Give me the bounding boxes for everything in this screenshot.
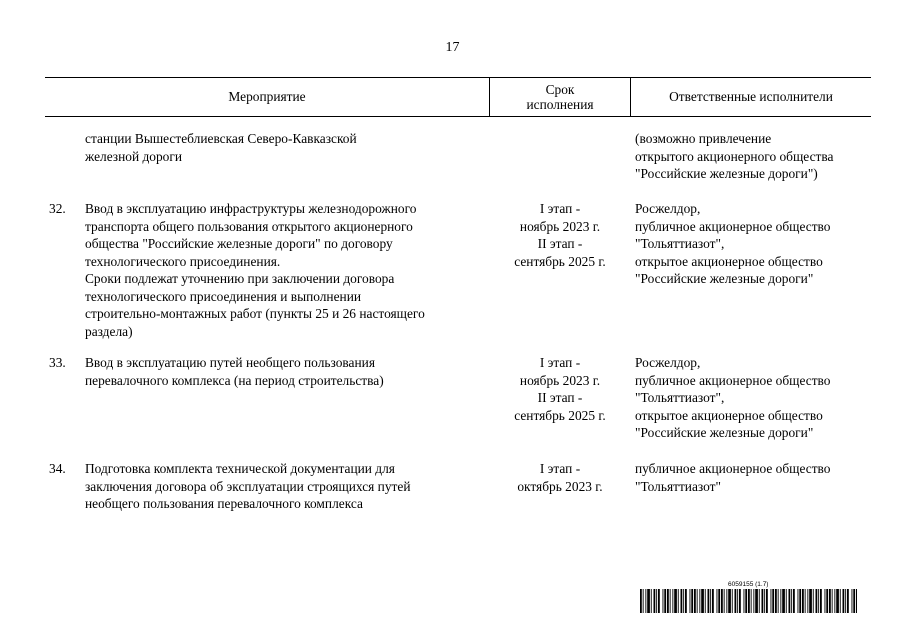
barcode-bar (836, 589, 839, 613)
barcode-bar (791, 589, 792, 613)
text-line: Подготовка комплекта технической документации для (85, 461, 395, 476)
barcode-bar (793, 589, 795, 613)
barcode-bar (721, 589, 723, 613)
barcode-bar (691, 589, 693, 613)
text-line: открытого акционерного общества (635, 148, 834, 164)
text-line: I этап - (539, 355, 581, 370)
text-line: I этап - (539, 201, 581, 216)
row-event (85, 460, 485, 513)
text-line: II этап - (537, 236, 583, 251)
text-line: транспорта общего пользования открытого акционерного (85, 218, 413, 234)
barcode-bar (759, 589, 760, 613)
barcode-bar (829, 589, 831, 613)
barcode-bar (705, 589, 706, 613)
barcode-bar (645, 589, 646, 613)
barcode-bar (802, 589, 804, 613)
text-line: "Тольяттиазот" (635, 478, 721, 494)
row-number: 32. (49, 201, 66, 216)
barcode-bar (786, 589, 787, 613)
text-line: "Тольяттиазот", (635, 390, 725, 405)
barcode-bar (832, 589, 833, 613)
barcode-bar (845, 589, 846, 613)
barcode-bar (772, 589, 774, 613)
barcode-bar (818, 589, 819, 613)
row-event (85, 200, 485, 340)
row-term (490, 200, 630, 270)
text-line: Ввод в эксплуатацию путей необщего пользования (85, 355, 375, 370)
barcode-bar (654, 589, 656, 613)
text-line: необщего пользования перевалочного комплекса (85, 496, 363, 511)
barcode-bar (826, 589, 828, 613)
page-number: 17 (445, 40, 460, 55)
barcode-bar (699, 589, 700, 613)
barcode-bar (755, 589, 758, 613)
text-line: "Российские железные дороги" (635, 271, 814, 286)
barcode-bar (735, 589, 737, 613)
row-event (85, 354, 485, 389)
barcode-bar (739, 589, 741, 613)
barcode-bar (789, 589, 791, 613)
text-line: публичное акционерное общество (635, 461, 831, 476)
barcode-bar (726, 589, 727, 613)
text-line: раздела) (85, 323, 133, 339)
header-term (490, 77, 630, 116)
barcode-bar (825, 589, 826, 613)
text-line: ноябрь 2023 г. (519, 372, 601, 388)
barcode-bar (778, 589, 779, 613)
text-line: Сроки подлежат уточнению при заключении договора (85, 271, 395, 286)
barcode-bar (732, 589, 733, 613)
barcode-bar (799, 589, 801, 613)
barcode-bar (681, 589, 683, 613)
barcode-bar (780, 589, 781, 613)
barcode-bar (762, 589, 764, 613)
row-responsible (635, 460, 870, 495)
text-line: ноябрь 2023 г. (519, 218, 601, 234)
barcode-bar (805, 589, 806, 613)
row-number: 33. (49, 355, 66, 370)
barcode-label: 6059155 (1.7) (728, 581, 769, 588)
text-line: строительно-монтажных работ (пункты 25 и 26 настоящего (85, 306, 425, 321)
barcode-bar (834, 589, 835, 613)
barcode-bar (847, 589, 849, 613)
barcode-bar (685, 589, 687, 613)
barcode-bar (748, 589, 750, 613)
row-responsible (635, 354, 870, 442)
row-term (490, 354, 630, 424)
barcode-bar (656, 589, 657, 613)
barcode-bar (683, 589, 684, 613)
barcode-bar (640, 589, 642, 613)
barcode-bar (647, 589, 650, 613)
barcode-bar (708, 589, 710, 613)
barcode-bar (753, 589, 754, 613)
barcode-bar (853, 589, 855, 613)
text-line: I этап - (539, 461, 581, 476)
text-line: "Российские железные дороги" (635, 425, 814, 440)
barcode-bar (718, 589, 720, 613)
header-term-line1: Срок (545, 81, 575, 97)
barcode-bar (809, 589, 812, 613)
barcode-bar (663, 589, 664, 613)
barcode-bar (775, 589, 777, 613)
barcode-bar (766, 589, 768, 613)
text-line: открытое акционерное общество (635, 407, 823, 423)
row-responsible (635, 200, 870, 288)
barcode-bar (712, 589, 714, 613)
text-line: II этап - (537, 390, 583, 405)
barcode-bar (745, 589, 747, 613)
text-line: публичное акционерное общество (635, 218, 831, 234)
text-line: сентябрь 2025 г. (514, 407, 606, 423)
barcode-bar (678, 589, 679, 613)
barcode-bar (843, 589, 845, 613)
text-line: перевалочного комплекса (на период строительства) (85, 372, 384, 388)
barcode-bar (710, 589, 711, 613)
text-line: "Российские железные дороги") (635, 166, 818, 181)
text-line: октябрь 2023 г. (517, 478, 603, 494)
header-responsible: Ответственные исполнители (669, 89, 833, 104)
table-header-bottom-rule (45, 116, 871, 117)
barcode-bar (782, 589, 785, 613)
text-line: сентябрь 2025 г. (514, 253, 606, 269)
text-line: заключения договора об эксплуатации строящихся путей (85, 478, 411, 494)
barcode-bar (658, 589, 660, 613)
barcode-bar (694, 589, 696, 613)
text-line: Росжелдор, (635, 355, 701, 370)
barcode-bar (724, 589, 725, 613)
text-line: технологического присоединения. (85, 253, 281, 269)
barcode-bar (764, 589, 765, 613)
barcode-bar (813, 589, 814, 613)
text-line: "Тольяттиазот", (635, 236, 725, 251)
barcode-bar (667, 589, 669, 613)
barcode-bar (717, 589, 718, 613)
barcode-bar (672, 589, 673, 613)
barcode-bar (820, 589, 822, 613)
text-line: общества "Российские железные дороги" по договору (85, 236, 393, 251)
row-number: 34. (49, 461, 66, 476)
text-line: технологического присоединения и выполнении (85, 288, 362, 304)
barcode-bar (651, 589, 652, 613)
text-line: станции Вышестеблиевская Северо-Кавказской (85, 131, 357, 146)
text-line: (возможно привлечение (635, 131, 772, 146)
barcode-bar (674, 589, 677, 613)
barcode-bar (664, 589, 666, 613)
header-term-line2: исполнения (526, 96, 594, 112)
barcode-bar (670, 589, 671, 613)
barcode-bar (697, 589, 698, 613)
barcode-bar (690, 589, 691, 613)
barcode-bar (771, 589, 772, 613)
text-line: Ввод в эксплуатацию инфраструктуры железнодорожного (85, 201, 417, 216)
continuation-event (85, 130, 485, 165)
barcode-bar (852, 589, 853, 613)
barcode-bar (751, 589, 752, 613)
barcode-bar (737, 589, 738, 613)
continuation-responsible (635, 130, 870, 183)
barcode-bar (807, 589, 808, 613)
barcode-image (640, 589, 857, 613)
text-line: железной дороги (85, 148, 183, 164)
barcode-bar (643, 589, 644, 613)
text-line: открытое акционерное общество (635, 253, 823, 269)
header-event: Мероприятие (228, 89, 306, 104)
barcode-bar (856, 589, 857, 613)
barcode-bar (728, 589, 731, 613)
barcode-bar (701, 589, 704, 613)
text-line: публичное акционерное общество (635, 372, 831, 388)
barcode-bar (840, 589, 841, 613)
row-term (490, 460, 630, 495)
barcode-bar (798, 589, 799, 613)
barcode-bar (816, 589, 818, 613)
barcode-bar (744, 589, 745, 613)
text-line: Росжелдор, (635, 201, 701, 216)
